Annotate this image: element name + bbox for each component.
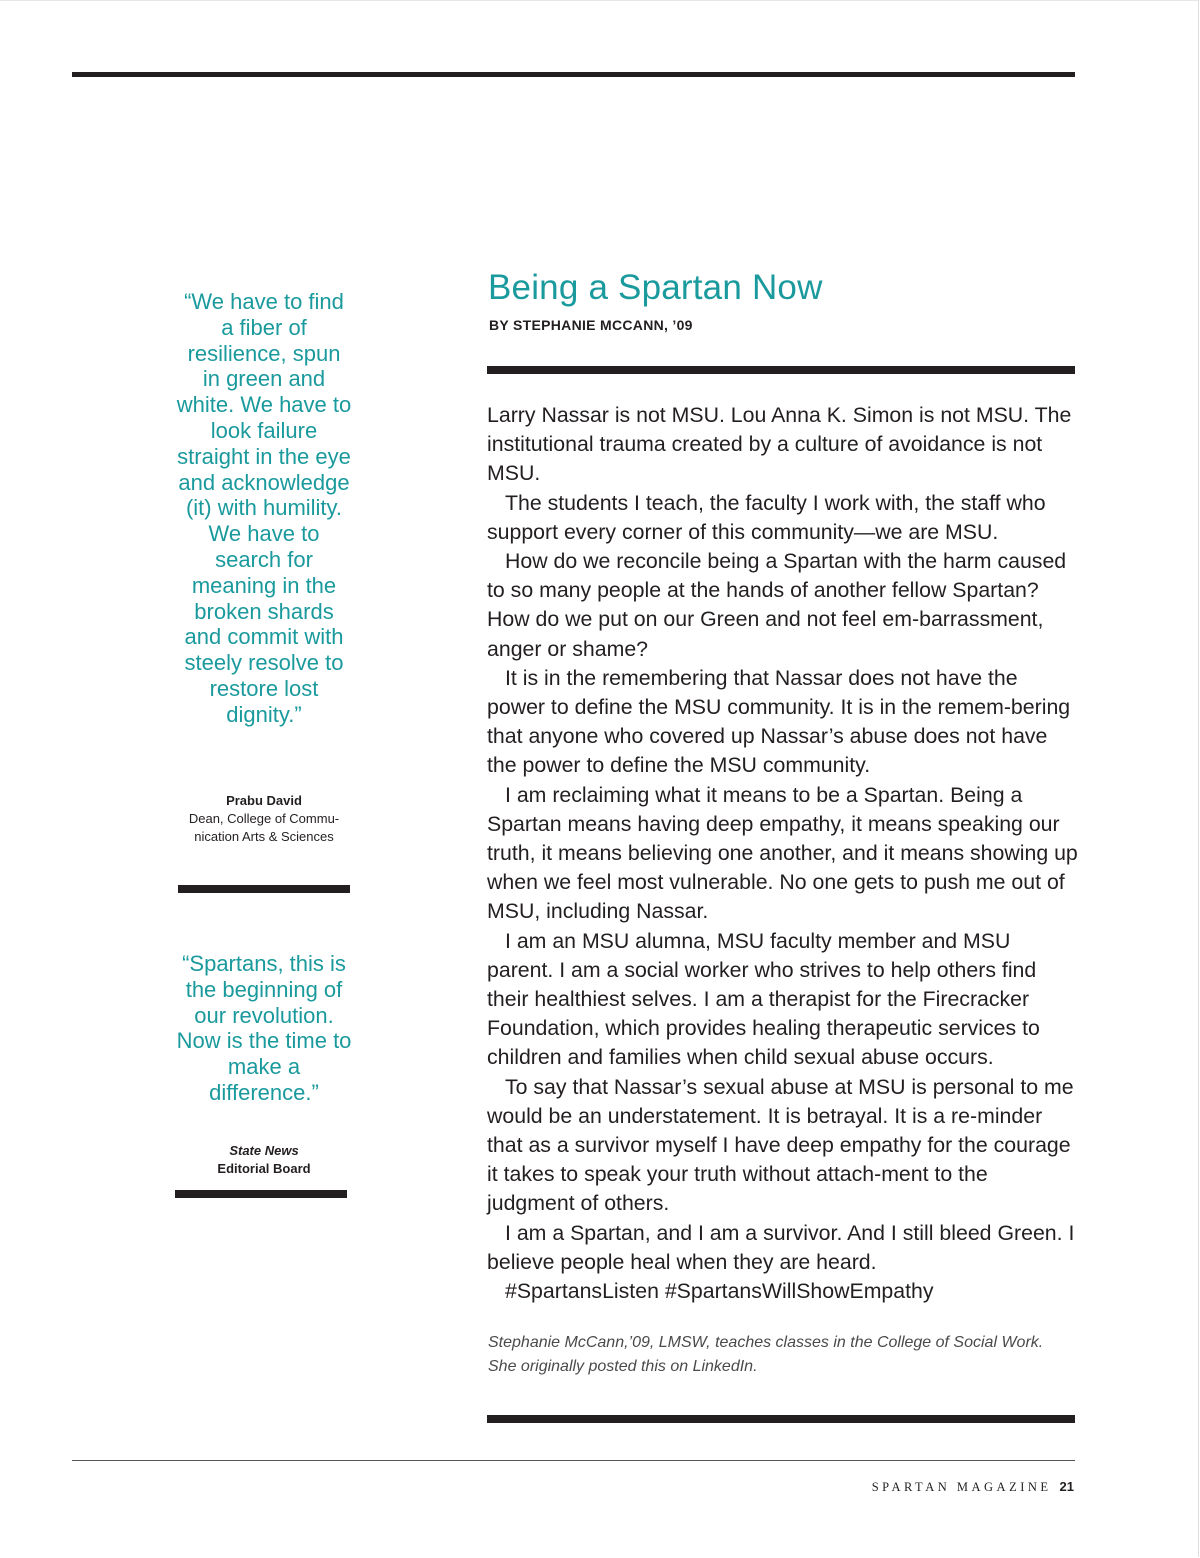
body-paragraph: I am a Spartan, and I am a survivor. And I still bleed Green. I believe people heal when they are heard. bbox=[487, 1220, 1075, 1274]
pull-quote-2: “Spartans, this is the beginning of our revolution. Now is the time to make a difference.” bbox=[176, 951, 352, 1105]
author-note-line-2: She originally posted this on LinkedIn. bbox=[488, 1358, 758, 1375]
author-note-line-1: Stephanie McCann,’09, LMSW, teaches classes in the College of Social Work. bbox=[488, 1334, 1044, 1351]
quote-author-title-text: Dean, College of Commu-nication Arts & Sciences bbox=[188, 811, 340, 844]
top-rule bbox=[72, 72, 1075, 77]
author-note bbox=[488, 1331, 1088, 1379]
pull-quote-1-attribution bbox=[166, 792, 362, 846]
body-paragraph: I am an MSU alumna, MSU faculty member and MSU parent. I am a social worker who strives to help others find their healthiest selves. I am a therapist for the Firecracker Foundation, which provides healing therapeutic services to children and families when child sexual abuse occurs. bbox=[487, 928, 1040, 1070]
body-paragraph: It is in the remembering that Nassar does not have the power to define the MSU community. It is in the remem-bering that anyone who covered up Nassar’s abuse does not have the power to define the MSU community. bbox=[487, 665, 1071, 778]
pull-quote-2-attribution bbox=[166, 1142, 362, 1178]
body-paragraph: Larry Nassar is not MSU. Lou Anna K. Simon is not MSU. The institutional trauma created by a culture of avoidance is not MSU. bbox=[487, 403, 1072, 486]
article-bottom-rule bbox=[487, 1415, 1075, 1423]
footer-rule bbox=[72, 1460, 1075, 1461]
quote-author-name: Prabu David bbox=[226, 793, 302, 808]
page-footer bbox=[872, 1479, 1074, 1495]
hashtags: #SpartansListen #SpartansWillShowEmpathy bbox=[505, 1279, 934, 1304]
sidebar-rule-1 bbox=[178, 885, 350, 893]
article-top-rule bbox=[487, 366, 1075, 374]
article-body bbox=[487, 401, 1079, 1306]
sidebar-rule-2 bbox=[175, 1190, 347, 1198]
quote-source: State News bbox=[229, 1143, 299, 1158]
body-paragraph: The students I teach, the faculty I work with, the staff who support every corner of this community—we are MSU. bbox=[487, 490, 1046, 544]
magazine-name: SPARTAN MAGAZINE bbox=[871, 1480, 1052, 1494]
body-paragraph: How do we reconcile being a Spartan with the harm caused to so many people at the hands of another fellow Spartan? How do we put on our Green and not feel em-barrassment, anger or shame? bbox=[487, 549, 1067, 661]
quote-source-sub: Editorial Board bbox=[217, 1161, 311, 1176]
body-paragraph: I am reclaiming what it means to be a Spartan. Being a Spartan means having deep empathy, it means speaking our truth, it means believing one another, and it means showing up when we feel most vulnerable. No one gets to push me out of MSU, including Nassar. bbox=[487, 782, 1078, 924]
page-number: 21 bbox=[1059, 1479, 1074, 1494]
body-paragraph: To say that Nassar’s sexual abuse at MSU is personal to me would be an understatement. It is betrayal. It is a re-minder that as a survivor myself I have deep empathy for the courage it takes to speak your truth without attach-ment to the judgment of others. bbox=[487, 1074, 1074, 1216]
pull-quote-1: “We have to find a fiber of resilience, spun in green and white. We have to look failure straight in the eye and acknowledge (it) with humility. We have to search for meaning in the broken shards and commit with steely resolve to restore lost dignity.” bbox=[176, 289, 352, 727]
quote-author-title bbox=[166, 810, 362, 846]
article-title: Being a Spartan Now bbox=[488, 268, 823, 307]
article-byline: BY STEPHANIE MCCANN, ’09 bbox=[489, 317, 693, 333]
